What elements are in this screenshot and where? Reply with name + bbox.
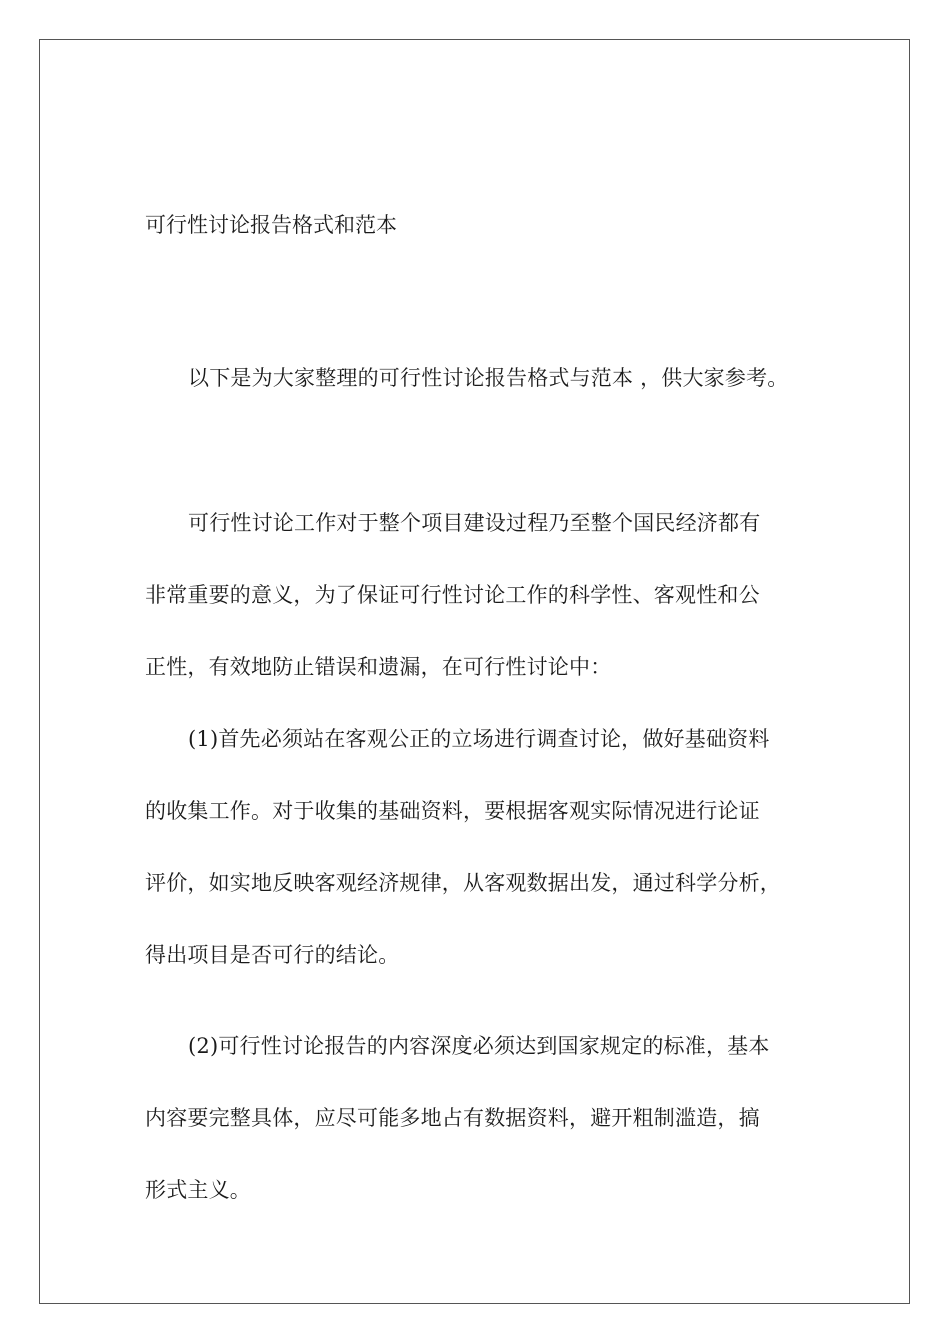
paragraph-line: 得出项目是否可行的结论。	[145, 943, 400, 967]
list-item-1	[145, 703, 805, 991]
paragraph-line: 形式主义。	[145, 1178, 251, 1202]
paragraph-line: (1)首先必须站在客观公正的立场进行调查讨论，做好基础资料	[188, 727, 770, 751]
intro-paragraph	[145, 342, 805, 414]
paragraph-line: 正性，有效地防止错误和遗漏，在可行性讨论中：	[145, 655, 612, 679]
paragraph-line: 的收集工作。对于收集的基础资料，要根据客观实际情况进行论证	[145, 799, 760, 823]
body-paragraph-significance	[145, 487, 805, 703]
paragraph-line: 可行性讨论工作对于整个项目建设过程乃至整个国民经济都有	[188, 511, 761, 535]
paragraph-line: 内容要完整具体，应尽可能多地占有数据资料，避开粗制滥造，搞	[145, 1106, 760, 1130]
list-item-2	[145, 1010, 805, 1226]
paragraph-line: (2)可行性讨论报告的内容深度必须达到国家规定的标准，基本	[188, 1034, 770, 1058]
document-title: 可行性讨论报告格式和范本	[145, 213, 397, 237]
paragraph-line: 评价，如实地反映客观经济规律，从客观数据出发，通过科学分析，	[145, 871, 781, 895]
paragraph-line: 以下是为大家整理的可行性讨论报告格式与范本 ，供大家参考。	[188, 366, 789, 390]
paragraph-line: 非常重要的意义，为了保证可行性讨论工作的科学性、客观性和公	[145, 583, 760, 607]
